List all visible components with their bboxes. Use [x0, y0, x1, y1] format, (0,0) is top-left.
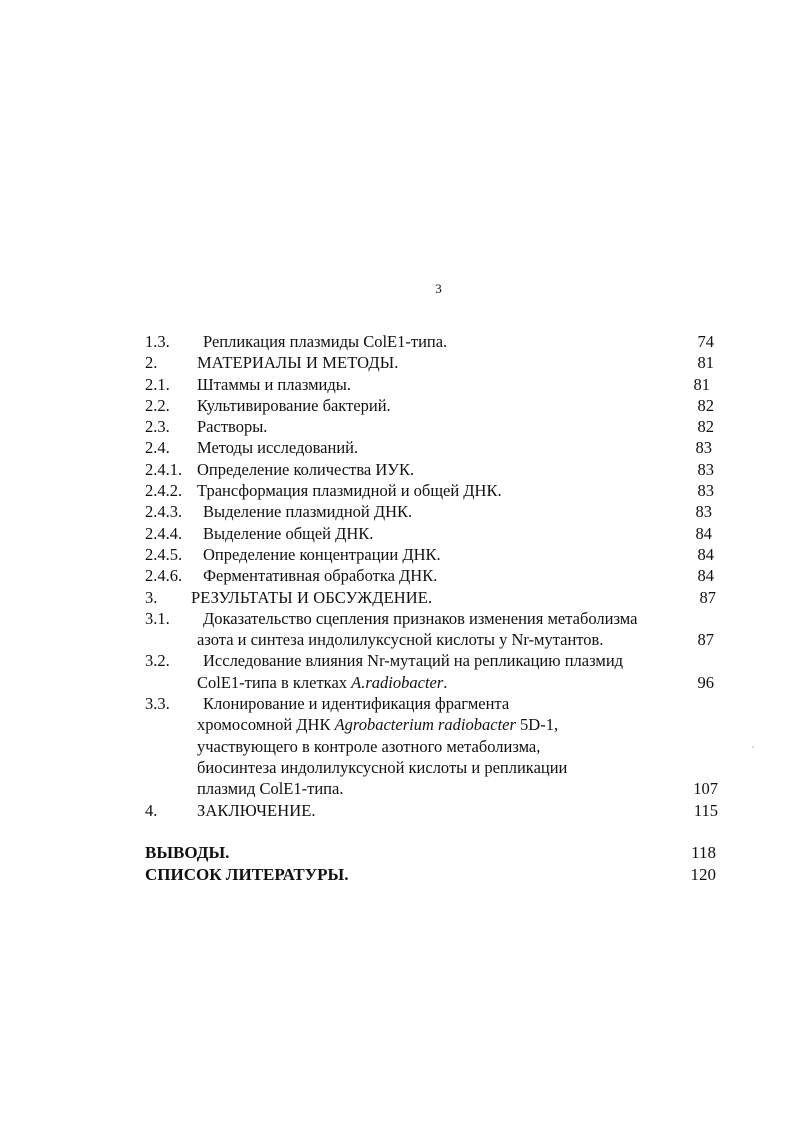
toc-title: ВЫВОДЫ.	[145, 842, 230, 862]
toc-title: СПИСОК ЛИТЕРАТУРЫ.	[145, 864, 349, 884]
toc-title: Исследование влияния Nr-мутаций на репликацию плазмид	[203, 651, 624, 671]
toc-row-4	[145, 800, 720, 821]
toc-page: 96	[697, 672, 714, 692]
toc-title: Выделение общей ДНК.	[203, 523, 374, 543]
toc-page: 84	[697, 544, 714, 564]
toc-page: 74	[697, 332, 714, 351]
toc-title: Культивирование бактерий.	[197, 395, 391, 415]
toc-row-2-1	[145, 374, 720, 395]
toc-page: 118	[691, 842, 716, 862]
toc-row-2-4-1	[145, 459, 720, 480]
toc-row-3-3-line-3	[145, 736, 720, 757]
toc-title-text: хромосомной ДНК	[197, 715, 335, 735]
toc-title: Клонирование и идентификация фрагмента	[203, 694, 510, 714]
toc-title: Репликация плазмиды ColE1-типа.	[203, 332, 448, 351]
toc-row-2-4-5	[145, 544, 720, 565]
toc-row-3-3-line-1	[145, 693, 720, 714]
toc-row-3-3-line-5	[145, 778, 720, 799]
toc-title: участвующего в контроле азотного метаболизма,	[197, 736, 541, 756]
toc-num: 4.	[145, 800, 158, 820]
toc-title: биосинтеза индолилуксусной кислоты и репликации	[197, 757, 568, 777]
scan-speck	[752, 746, 754, 748]
toc-page: 83	[695, 438, 712, 458]
toc-page: 81	[693, 374, 710, 394]
toc-row-2-4	[145, 437, 720, 458]
toc-num: 2.4.2.	[145, 481, 183, 501]
toc-title: Растворы.	[197, 417, 268, 437]
toc-num: 3.1.	[145, 608, 170, 628]
toc-num: 3.3.	[145, 694, 170, 714]
toc-row-3-1-line-2	[145, 629, 720, 650]
toc-page: 115	[693, 800, 718, 820]
toc-page: 107	[693, 779, 718, 799]
toc-page: 82	[697, 417, 714, 437]
toc-row-3-3-line-2	[145, 714, 720, 735]
toc-title-tail: 5D-1,	[515, 715, 559, 735]
toc-row-2-4-6	[145, 565, 720, 586]
toc-title: Ферментативная обработка ДНК.	[203, 566, 438, 586]
toc-row-2-2	[145, 395, 720, 416]
toc-num: 1.3.	[145, 332, 170, 351]
toc-title: Методы исследований.	[197, 438, 359, 458]
toc-page: 81	[697, 353, 714, 373]
toc-title-italic: A.radiobacter	[351, 672, 444, 692]
toc-title: ЗАКЛЮЧЕНИЕ.	[197, 800, 316, 820]
toc-title: азота и синтеза индолилуксусной кислоты у Nr-мутантов.	[197, 630, 604, 650]
toc-page: 83	[697, 459, 714, 479]
toc-row-3	[145, 587, 720, 608]
toc-row-conclusions	[145, 842, 720, 864]
toc-num: 3.	[145, 587, 158, 607]
toc-row-2	[145, 352, 720, 373]
toc-title-text: ColE1-типа в клетках	[197, 672, 352, 692]
toc-row-references	[145, 864, 720, 886]
toc-num: 2.4.4.	[145, 523, 183, 543]
page-number: 3	[435, 281, 442, 296]
toc-row-2-3	[145, 416, 720, 437]
toc-page: 82	[697, 395, 714, 415]
toc-row-3-1-line-1	[145, 608, 720, 629]
toc-num: 2.4.3.	[145, 502, 183, 522]
toc-title: Трансформация плазмидной и общей ДНК.	[197, 481, 502, 501]
toc-row-3-2-line-2	[145, 672, 720, 693]
toc-page: 83	[697, 481, 714, 501]
toc-row-1-3	[145, 331, 720, 352]
toc-title	[145, 672, 720, 693]
toc-row-2-4-4	[145, 523, 720, 544]
toc-page: 87	[699, 587, 716, 607]
toc-page: 83	[695, 502, 712, 522]
toc-title: Определение концентрации ДНК.	[203, 544, 441, 564]
toc-row-3-3-line-4	[145, 757, 720, 778]
toc-title-tail: .	[443, 672, 448, 692]
toc-num: 2.4.	[145, 438, 170, 458]
toc-num: 2.2.	[145, 395, 170, 415]
toc-page: 87	[697, 630, 714, 650]
toc-title: МАТЕРИАЛЫ И МЕТОДЫ.	[197, 353, 399, 373]
toc-page: 84	[695, 523, 712, 543]
toc-num: 2.3.	[145, 417, 170, 437]
toc-row-2-4-3	[145, 501, 720, 522]
toc-page: 120	[690, 864, 716, 884]
toc-title: плазмид ColE1-типа.	[197, 779, 344, 799]
toc-num: 3.2.	[145, 651, 170, 671]
toc-title	[145, 714, 720, 735]
toc-row-2-4-2	[145, 480, 720, 501]
toc-title: РЕЗУЛЬТАТЫ И ОБСУЖДЕНИЕ.	[191, 587, 433, 607]
toc-title: Выделение плазмидной ДНК.	[203, 502, 413, 522]
toc-num: 2.1.	[145, 374, 170, 394]
toc-num: 2.4.6.	[145, 566, 183, 586]
toc-num: 2.4.5.	[145, 544, 183, 564]
toc-title-italic: Agrobacterium radiobacter	[334, 715, 516, 735]
section-spacer	[145, 821, 720, 842]
toc-page: 84	[697, 566, 714, 586]
toc-title: Штаммы и плазмиды.	[197, 374, 351, 394]
toc-title: Доказательство сцепления признаков изменения метаболизма	[203, 608, 638, 628]
toc-row-3-2-line-1	[145, 650, 720, 671]
toc-num: 2.4.1.	[145, 459, 183, 479]
toc-title: Определение количества ИУК.	[197, 459, 415, 479]
table-of-contents	[145, 331, 720, 886]
toc-num: 2.	[145, 353, 158, 373]
